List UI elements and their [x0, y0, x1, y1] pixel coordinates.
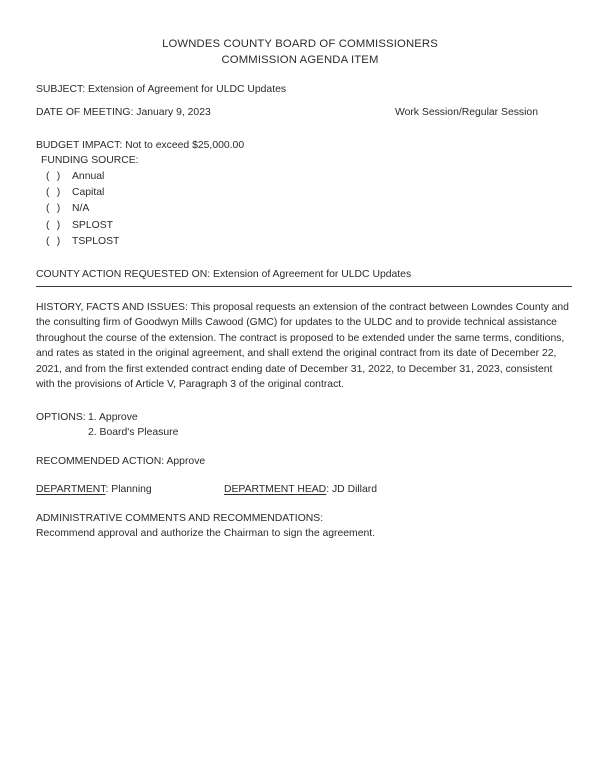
checkbox-splost[interactable]: ( )	[46, 219, 61, 231]
funding-source-option-annual[interactable]	[36, 169, 572, 185]
options-label: OPTIONS:	[36, 412, 86, 424]
department-value: : Planning	[105, 484, 152, 496]
checkbox-annual[interactable]: ( )	[46, 170, 61, 182]
funding-source-option-splost[interactable]	[36, 218, 572, 234]
subject-line: SUBJECT: Extension of Agreement for ULDC Updates	[36, 84, 287, 95]
department-label: DEPARTMENT	[36, 484, 106, 496]
administrative-comments-heading: ADMINISTRATIVE COMMENTS AND RECOMMENDATIONS:	[36, 512, 324, 524]
department-head-field	[224, 482, 377, 497]
budget-impact: BUDGET IMPACT: Not to exceed $25,000.00	[36, 139, 245, 151]
document-body	[36, 82, 572, 542]
option-item-1: 1. Approve	[88, 412, 138, 424]
title-line-2: COMMISSION AGENDA ITEM	[221, 54, 379, 66]
department-field	[36, 482, 224, 497]
funding-source-label-splost: SPLOST	[72, 219, 113, 231]
funding-source-label-annual: Annual	[72, 170, 105, 182]
checkbox-tsplost[interactable]: ( )	[46, 235, 61, 247]
administrative-comments-text: Recommend approval and authorize the Chairman to sign the agreement.	[36, 528, 376, 540]
checkbox-capital[interactable]: ( )	[46, 186, 61, 198]
history-facts-and-issues: HISTORY, FACTS AND ISSUES: This proposal requests an extension of the contract between Lowndes County and the consulting firm of Goodwyn Mills Cawood (GMC) for updates to the ULDC and to provide technical assistance throughout the course of the extension. The contract is proposed to be extended under the same terms, conditions, and rates as stated in the original agreement, and shall extend the original contract from its date of December 22, 2021, and from the first extended contract ending date of December 31, 2022, to December 31, 2023, consistent with the provisions of Article V, Paragraph 3 of the original contract.	[36, 301, 569, 391]
funding-source-label-tsplost: TSPLOST	[72, 235, 120, 247]
recommended-action: RECOMMENDED ACTION: Approve	[36, 455, 206, 467]
date-of-meeting: DATE OF MEETING: January 9, 2023	[36, 107, 211, 119]
checkbox-na[interactable]: ( )	[46, 203, 61, 215]
funding-source-list	[36, 169, 572, 250]
department-row	[36, 482, 572, 497]
document-title	[0, 36, 600, 68]
funding-source-label: FUNDING SOURCE:	[41, 155, 139, 167]
funding-source-label-capital: Capital	[72, 186, 105, 198]
meeting-row	[36, 105, 572, 120]
department-head-label: DEPARTMENT HEAD	[224, 484, 327, 496]
funding-source-option-tsplost[interactable]	[36, 234, 572, 250]
options-list	[88, 410, 178, 441]
administrative-comments-section	[36, 511, 572, 542]
funding-source-option-na[interactable]	[36, 201, 572, 217]
funding-source-label-na: N/A	[72, 203, 90, 215]
county-action-requested: COUNTY ACTION REQUESTED ON: Extension of Agreement for ULDC Updates	[36, 269, 412, 281]
options-section	[36, 410, 572, 441]
option-item-2: 2. Board's Pleasure	[88, 427, 179, 439]
department-head-value: : JD Dillard	[326, 484, 378, 496]
session-type: Work Session/Regular Session	[394, 107, 538, 119]
funding-source-option-capital[interactable]	[36, 185, 572, 201]
title-line-1: LOWNDES COUNTY BOARD OF COMMISSIONERS	[162, 38, 438, 50]
